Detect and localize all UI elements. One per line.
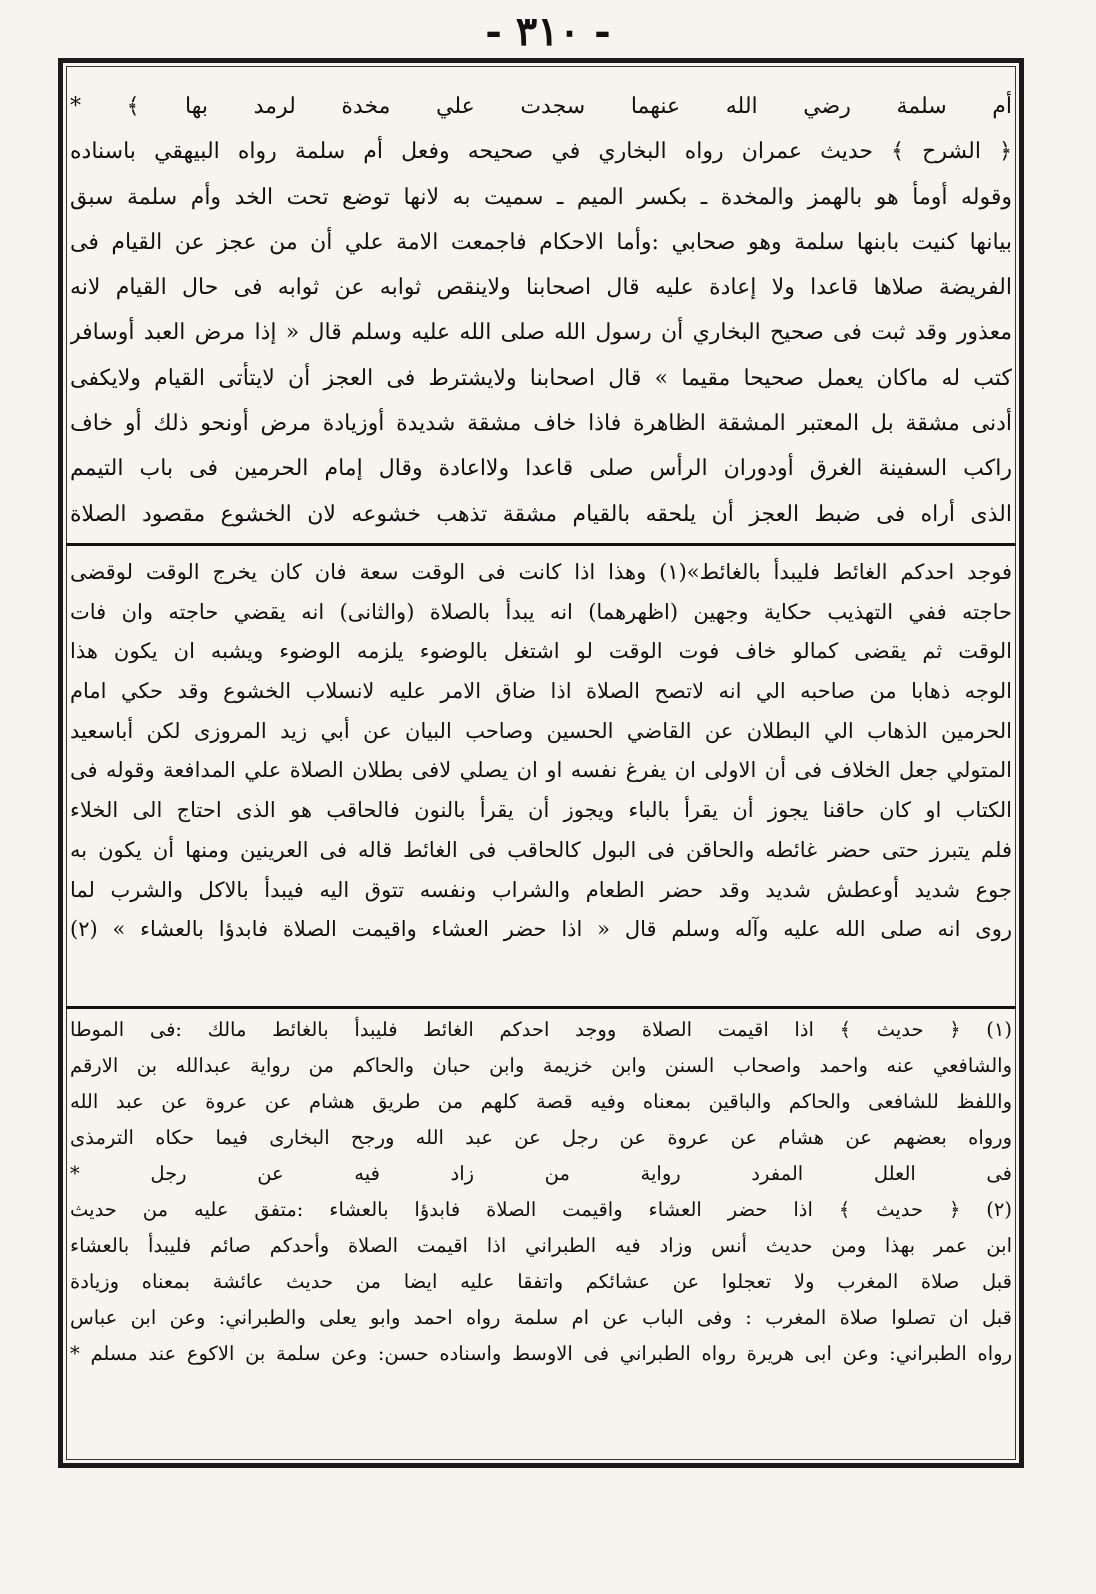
commentary-line: المتولي جعل الخلاف فى أن الاولى ان يفرغ نفسه او ان يصلي لافى بطلان الصلاة علي المدافعة وقوله فى <box>70 758 1012 783</box>
commentary-line: جوع شديد أوعطش شديد وقد حضر الطعام والشراب ونفسه تتوق اليه فيبدأ بالاكل والشرب لما <box>70 877 1012 902</box>
commentary-line: الوقت ثم يقضى كمالو خاف فوت الوقت لو اشتغل بالوضوء يلزمه الوضوء ويشبه ان يكون هذا <box>70 639 1012 664</box>
footnote-line: (١) ﴿ حديث ﴾ اذا اقيمت الصلاة ووجد احدكم الغائط فليبدأ بالغائط مالك :فى الموطا <box>70 1018 1012 1041</box>
main-text-line: الذى أراه فى ضبط العجز أن يلحقه بالقيام مشقة تذهب خشوعه لان الخشوع مقصود الصلاة <box>70 501 1012 527</box>
main-text-line: ﴿ الشرح ﴾ حديث عمران رواه البخاري في صحيحه وفعل أم سلمة رواه البيهقي باسناده <box>70 139 1012 165</box>
main-text-line: بيانها كنيت بابنها سلمة وهو صحابي :وأما الاحكام فاجمعت الامة علي أن من عجز عن القيام فى <box>70 229 1012 255</box>
footnote-line: (٢) ﴿ حديث ﴾ اذا حضر العشاء واقيمت الصلاة فابدؤا بالعشاء :متفق عليه من حديث <box>70 1198 1012 1221</box>
main-text-line: كتب له ماكان يعمل صحيحا مقيما » قال اصحابنا ولايشترط فى العجز أن لايتأتى القيام ولايكفى <box>70 365 1012 391</box>
commentary-line: فلم يتبرز حتى حضر غائطه والحاقن فى البول كالحاقب فى الغائط قاله فى العرينين ومنها أن يكون به <box>70 837 1012 862</box>
commentary-line: فوجد احدكم الغائط فليبدأ بالغائط»(١) وهذا اذا كانت فى الوقت سعة فان كان يخرج الوقت لوقضى <box>70 560 1012 584</box>
commentary-text <box>70 553 1012 950</box>
footnote-divider <box>66 1006 1016 1009</box>
main-text-line: راكب السفينة الغرق أودوران الرأس صلى قاعدا ولااعادة وقال إمام الحرمين فى باب التيمم <box>70 456 1012 482</box>
footnote-line: قبل ان تصلوا صلاة المغرب : وفى الباب عن ام سلمة رواه احمد وابو يعلى والطبراني: وعن ابن عباس <box>70 1306 1012 1329</box>
main-text-line: الفريضة صلاها قاعدا ولا إعادة عليه قال اصحابنا ولاينقص ثوابه عن ثوابه فى حال القيام لانه <box>70 275 1012 301</box>
footnote-line: واللفظ للشافعى والحاكم والباقين بمعناه وفيه قصة كلهم من طريق هشام عن عروة عن عبد الله <box>70 1090 1012 1113</box>
main-text-line: وقوله أومأ هو بالهمز والمخدة ـ بكسر الميم ـ سميت به لانها توضع تحت الخد وأم سلمة سبق <box>70 184 1012 210</box>
commentary-line: الحرمين الذهاب الي البطلان عن القاضي الحسين وصاحب البيان عن أبي زيد المروزى لكن أباسعيد <box>70 718 1012 743</box>
footnote-line: والشافعي عنه واحمد واصحاب السنن وابن خزيمة وابن حبان والحاكم من رواية عبدالله بن الارقم <box>70 1054 1012 1077</box>
section-divider <box>66 543 1016 546</box>
footnote-line: رواه الطبراني: وعن ابى هريرة رواه الطبراني فى الاوسط واسناده حسن: وعن سلمة بن الاكوع عند مسلم * <box>70 1342 1012 1365</box>
commentary-line: الوجه ذهابا من صاحبه الي انه لاتصح الصلاة اذا ضاق الامر عليه لانسلاب الخشوع وقد حكي امام <box>70 679 1012 704</box>
main-text-line: معذور وقد ثبت فى صحيح البخاري أن رسول الله صلى الله عليه وسلم قال « إذا مرض العبد أوسافر <box>70 320 1012 346</box>
main-text <box>70 84 1012 537</box>
page-number: - ٣١٠ - <box>485 8 611 55</box>
commentary-line: روى انه صلى الله عليه وآله وسلم قال « اذا حضر العشاء واقيمت الصلاة فابدؤا بالعشاء » (٢) <box>70 917 1012 942</box>
footnote-line: قبل صلاة المغرب ولا تعجلوا عن عشائكم واتفقا عليه ايضا من حديث عائشة بمعناه وزيادة <box>70 1270 1012 1293</box>
main-text-line: أم سلمة رضي الله عنهما سجدت علي مخدة لرمد بها ﴾ * <box>70 94 1012 119</box>
footnote-line: ورواه بعضهم عن هشام عن عروة عن رجل عن عبد الله ورجح البخارى فيما حكاه الترمذى <box>70 1126 1012 1149</box>
commentary-line: حاجته ففي التهذيب حكاية وجهين (اظهرهما) انه يبدأ بالصلاة (والثانى) انه يقضي حاجته وان فات <box>70 599 1012 624</box>
commentary-line: الكتاب او كان حاقنا يجوز أن يقرأ بالباء ويجوز أن يقرأ بالنون فالحاقب هو الذى احتاج الى الخلاء <box>70 798 1012 823</box>
main-text-line: أدنى مشقة بل المعتبر المشقة الظاهرة فاذا خاف مشقة شديدة أوزيادة مرض أونحو ذلك أو خاف <box>70 411 1012 437</box>
footnote-line: فى العلل المفرد رواية من زاد فيه عن رجل * <box>70 1162 1012 1185</box>
footnote-line: ابن عمر بهذا ومن حديث أنس وزاد فيه الطبراني اذا اقيمت الصلاة وأحدكم صائم فليبدأ بالعشاء <box>70 1234 1012 1257</box>
footnotes <box>70 1012 1012 1372</box>
